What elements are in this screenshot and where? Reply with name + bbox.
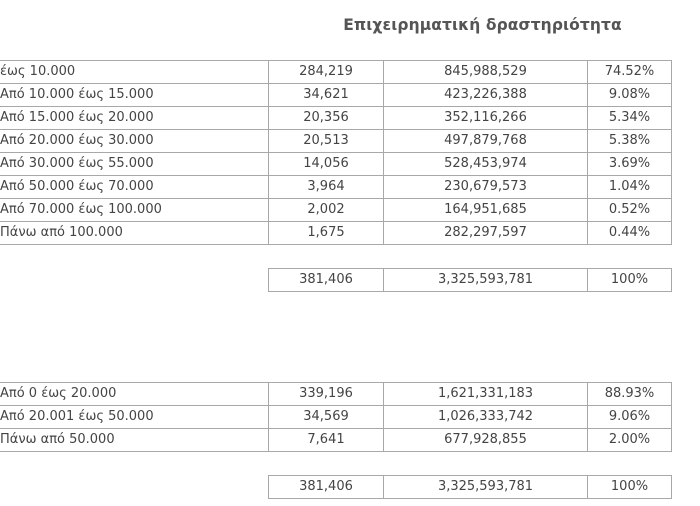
bracket-label: Από 50.000 έως 70.000 [0, 176, 269, 199]
table-row [0, 429, 672, 452]
amount-cell: 423,226,388 [384, 84, 588, 107]
amount-cell: 528,453,974 [384, 153, 588, 176]
total-percent: 100% [588, 476, 672, 499]
percent-cell: 1.04% [588, 176, 672, 199]
income-brackets-total-table [268, 268, 672, 292]
bracket-label: Από 20.000 έως 30.000 [0, 130, 269, 153]
amount-cell: 1,026,333,742 [384, 406, 588, 429]
amount-cell: 677,928,855 [384, 429, 588, 452]
percent-cell: 0.44% [588, 222, 672, 245]
count-cell: 34,569 [269, 406, 384, 429]
bracket-label: Από 70.000 έως 100.000 [0, 199, 269, 222]
percent-cell: 2.00% [588, 429, 672, 452]
count-cell: 1,675 [269, 222, 384, 245]
bracket-label: Πάνω από 100.000 [0, 222, 269, 245]
count-cell: 3,964 [269, 176, 384, 199]
table-row [0, 199, 672, 222]
bracket-label: έως 10.000 [0, 61, 269, 84]
percent-cell: 74.52% [588, 61, 672, 84]
total-row [269, 269, 672, 292]
count-cell: 34,621 [269, 84, 384, 107]
amount-cell: 497,879,768 [384, 130, 588, 153]
bracket-label: Από 20.001 έως 50.000 [0, 406, 269, 429]
amount-cell: 164,951,685 [384, 199, 588, 222]
count-cell: 339,196 [269, 383, 384, 406]
count-cell: 14,056 [269, 153, 384, 176]
bracket-label: Από 0 έως 20.000 [0, 383, 269, 406]
secondary-brackets-total-table [268, 475, 672, 499]
table-row [0, 84, 672, 107]
count-cell: 2,002 [269, 199, 384, 222]
percent-cell: 3.69% [588, 153, 672, 176]
amount-cell: 352,116,266 [384, 107, 588, 130]
count-cell: 20,513 [269, 130, 384, 153]
amount-cell: 282,297,597 [384, 222, 588, 245]
table-row [0, 130, 672, 153]
bracket-label: Από 30.000 έως 55.000 [0, 153, 269, 176]
secondary-brackets-body [0, 383, 672, 452]
count-cell: 20,356 [269, 107, 384, 130]
bracket-label: Από 10.000 έως 15.000 [0, 84, 269, 107]
percent-cell: 5.34% [588, 107, 672, 130]
income-brackets-body [0, 61, 672, 245]
percent-cell: 5.38% [588, 130, 672, 153]
table-row [0, 107, 672, 130]
secondary-brackets-table [0, 382, 672, 452]
total-count: 381,406 [269, 476, 384, 499]
percent-cell: 0.52% [588, 199, 672, 222]
percent-cell: 9.06% [588, 406, 672, 429]
total-row [269, 476, 672, 499]
income-brackets-table [0, 60, 672, 245]
page-title: Επιχειρηματική δραστηριότητα [343, 16, 622, 34]
amount-cell: 845,988,529 [384, 61, 588, 84]
amount-cell: 1,621,331,183 [384, 383, 588, 406]
count-cell: 7,641 [269, 429, 384, 452]
total-percent: 100% [588, 269, 672, 292]
table-row [0, 406, 672, 429]
table-row [0, 383, 672, 406]
table-row [0, 153, 672, 176]
percent-cell: 88.93% [588, 383, 672, 406]
table-row [0, 222, 672, 245]
amount-cell: 230,679,573 [384, 176, 588, 199]
count-cell: 284,219 [269, 61, 384, 84]
bracket-label: Από 15.000 έως 20.000 [0, 107, 269, 130]
total-count: 381,406 [269, 269, 384, 292]
total-amount: 3,325,593,781 [384, 476, 588, 499]
table-row [0, 61, 672, 84]
percent-cell: 9.08% [588, 84, 672, 107]
total-amount: 3,325,593,781 [384, 269, 588, 292]
bracket-label: Πάνω από 50.000 [0, 429, 269, 452]
table-row [0, 176, 672, 199]
